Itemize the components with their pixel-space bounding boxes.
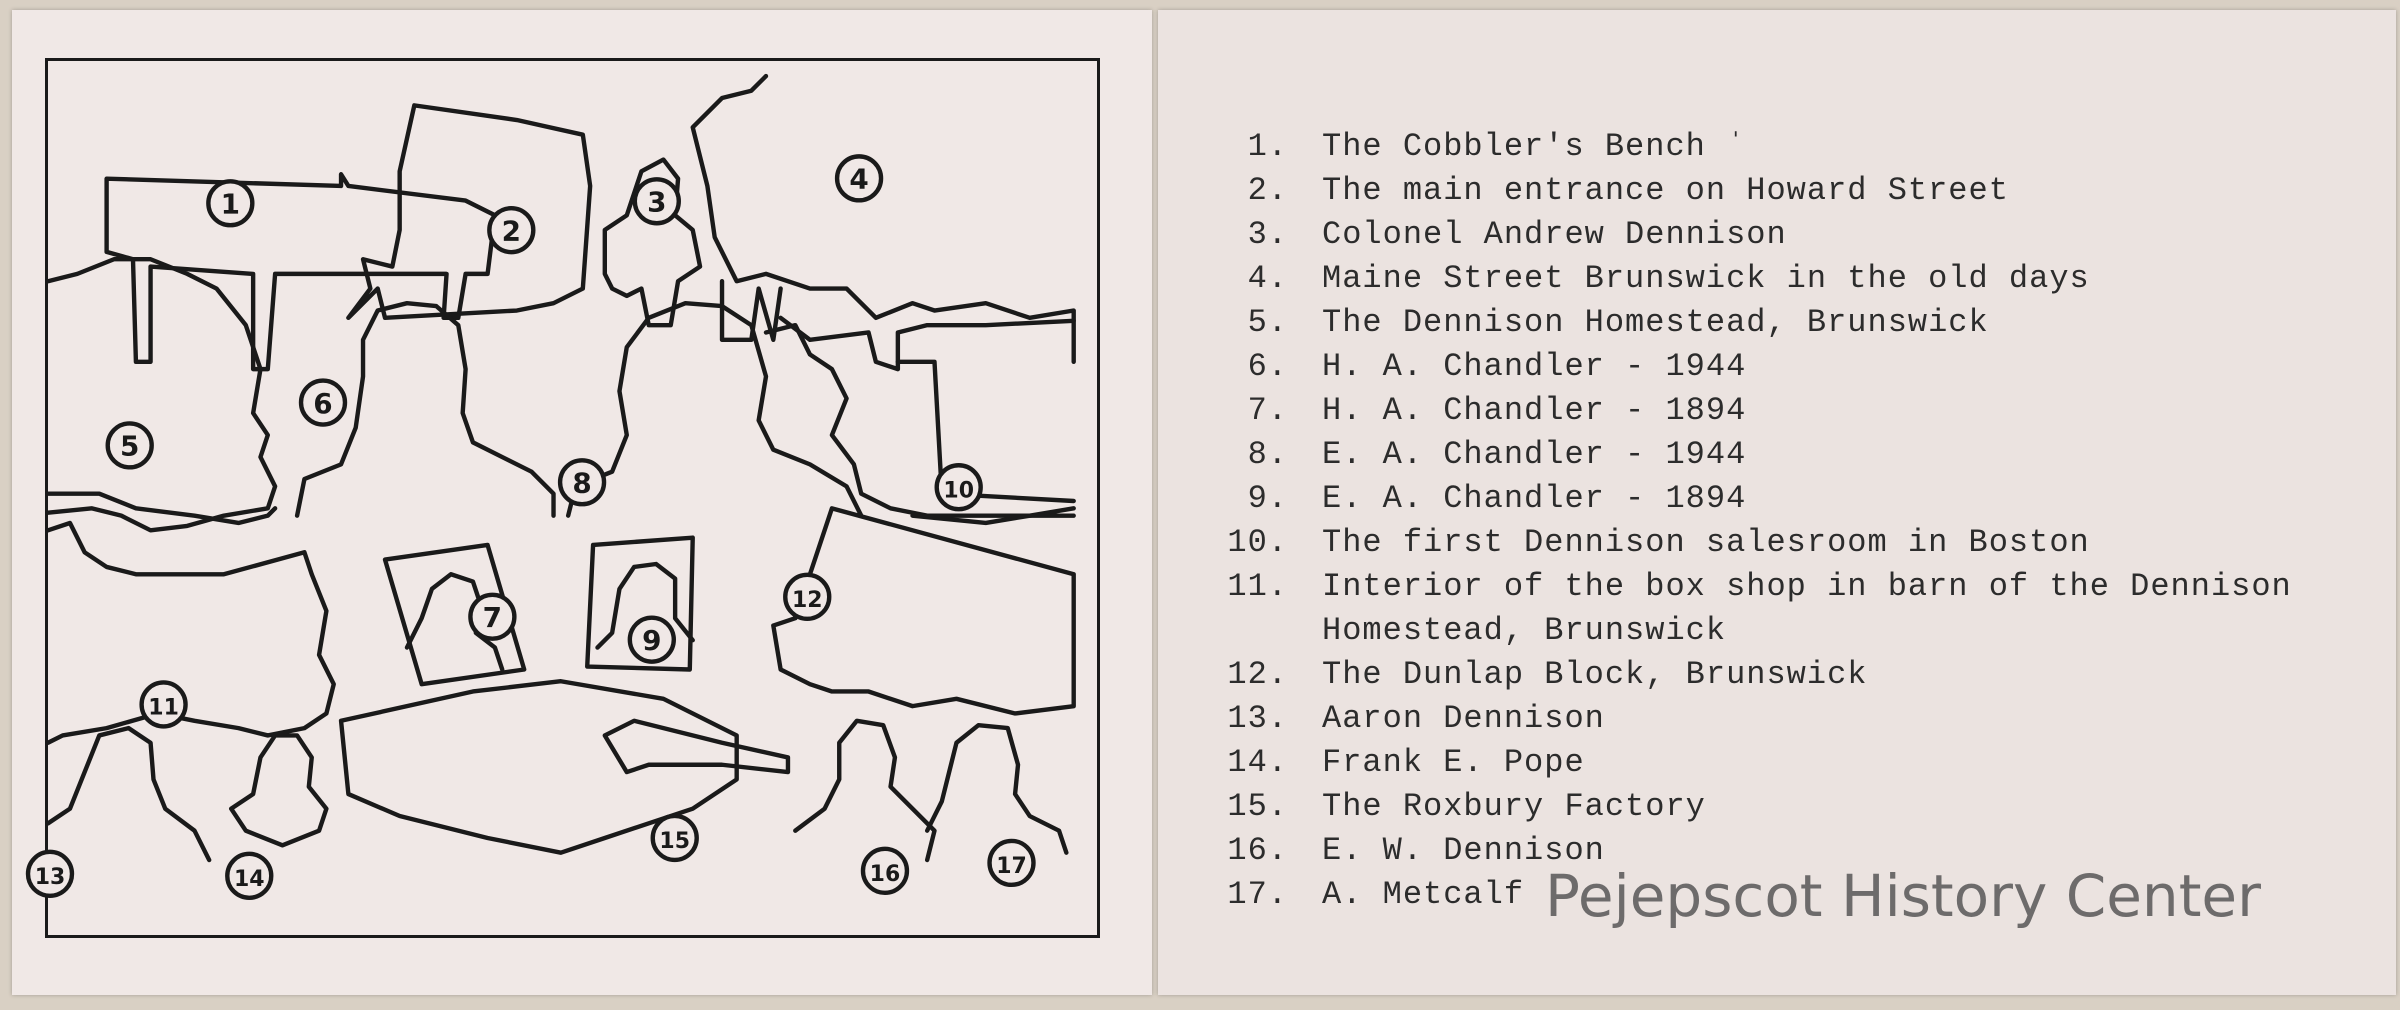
outline-cobblers-bench xyxy=(107,174,495,369)
legend-text: E. W. Dennison xyxy=(1322,832,1605,869)
legend-text: The Dunlap Block, Brunswick xyxy=(1322,656,1868,693)
key-diagram-frame xyxy=(34,58,1100,938)
legend-text: E. A. Chandler - 1944 xyxy=(1322,436,1747,473)
legend-text: Aaron Dennison xyxy=(1322,700,1605,737)
legend-number: 1. xyxy=(1247,128,1288,165)
outline-bust-17 xyxy=(927,725,1066,852)
legend-text: E. A. Chandler - 1894 xyxy=(1322,480,1747,517)
marker-number-1: 1 xyxy=(220,187,241,221)
legend-item xyxy=(1188,169,2388,213)
outline-tree-behind xyxy=(766,325,1074,515)
outline-bust-14 xyxy=(231,735,326,845)
legend-number: 4. xyxy=(1247,260,1288,297)
legend-number: 10. xyxy=(1227,524,1288,561)
legend-text: Colonel Andrew Dennison xyxy=(1322,216,1787,253)
marker-number-10: 10 xyxy=(943,478,974,504)
legend-item xyxy=(1188,389,2388,433)
legend-item xyxy=(1188,213,2388,257)
legend-number: 11. xyxy=(1227,568,1288,605)
marker-number-17: 17 xyxy=(996,854,1027,880)
marker-number-8: 8 xyxy=(572,466,592,500)
legend-text: Maine Street Brunswick in the old days xyxy=(1322,260,2090,297)
legend-number: 12. xyxy=(1227,656,1288,693)
legend-text: H. A. Chandler - 1944 xyxy=(1322,348,1747,385)
marker-number-11: 11 xyxy=(148,695,179,721)
legend-item xyxy=(1188,257,2388,301)
marker-number-16: 16 xyxy=(869,862,901,888)
legend-text: The main entrance on Howard Street xyxy=(1322,172,2009,209)
outline-street-scene xyxy=(693,76,1074,362)
legend-text: A. Metcalf xyxy=(1322,876,1525,913)
legend-number: 5. xyxy=(1247,304,1288,341)
outline-bust-16 xyxy=(795,721,934,860)
legend-item xyxy=(1188,697,2388,741)
legend-text: Interior of the box shop in barn of the Dennison Homestead, Brunswick xyxy=(1322,568,2292,649)
legend-item xyxy=(1188,521,2388,565)
outline-homestead-tree xyxy=(48,259,275,530)
marker-number-6: 6 xyxy=(313,386,333,420)
outline-bust-13 xyxy=(48,728,209,860)
outline-box-shop-interior xyxy=(48,523,334,743)
watermark: Pejepscot History Center xyxy=(1545,862,2261,930)
legend-text: H. A. Chandler - 1894 xyxy=(1322,392,1747,429)
marker-number-15: 15 xyxy=(659,829,691,855)
key-card xyxy=(12,10,1152,995)
legend-item xyxy=(1188,301,2388,345)
legend-number: 16. xyxy=(1227,832,1288,869)
legend-text: The Roxbury Factory xyxy=(1322,788,1706,825)
marker-number-12: 12 xyxy=(791,588,823,614)
outline-bust-8 xyxy=(568,303,861,515)
legend-item xyxy=(1188,345,2388,389)
marker-number-13: 13 xyxy=(34,865,66,891)
legend-text: The first Dennison salesroom in Boston xyxy=(1322,524,2090,561)
legend-item xyxy=(1188,741,2388,785)
marker-number-5: 5 xyxy=(120,429,140,463)
legend-item xyxy=(1188,433,2388,477)
legend-list xyxy=(1188,125,2388,917)
legend-item xyxy=(1188,125,2388,169)
marker-number-4: 4 xyxy=(849,162,869,196)
legend-item xyxy=(1188,785,2388,829)
legend-number: 8. xyxy=(1247,436,1288,473)
legend-number: 15. xyxy=(1227,788,1288,825)
legend-number: 9. xyxy=(1247,480,1288,517)
legend-number: 13. xyxy=(1227,700,1288,737)
legend-item xyxy=(1188,565,2388,653)
marker-number-3: 3 xyxy=(647,185,667,219)
legend-number: 6. xyxy=(1247,348,1288,385)
legend-number: 3. xyxy=(1247,216,1288,253)
legend-text: The Cobbler's Bench ˈ xyxy=(1322,128,1747,165)
legend-item xyxy=(1188,653,2388,697)
outline-roxbury-wing xyxy=(605,721,788,772)
legend-text: Frank E. Pope xyxy=(1322,744,1585,781)
legend-text: The Dennison Homestead, Brunswick xyxy=(1322,304,1989,341)
key-diagram xyxy=(34,61,1103,941)
legend-number: 2. xyxy=(1247,172,1288,209)
outline-right-building xyxy=(898,362,1074,504)
marker-number-2: 2 xyxy=(501,214,522,248)
marker-number-7: 7 xyxy=(482,601,503,635)
outline-main-entrance xyxy=(348,105,590,317)
legend-item xyxy=(1188,477,2388,521)
marker-number-9: 9 xyxy=(642,623,662,657)
legend-number: 17. xyxy=(1227,876,1288,913)
legend-card xyxy=(1158,10,2396,995)
marker-number-14: 14 xyxy=(233,867,265,893)
legend-number: 7. xyxy=(1247,392,1288,429)
legend-number: 14. xyxy=(1227,744,1288,781)
